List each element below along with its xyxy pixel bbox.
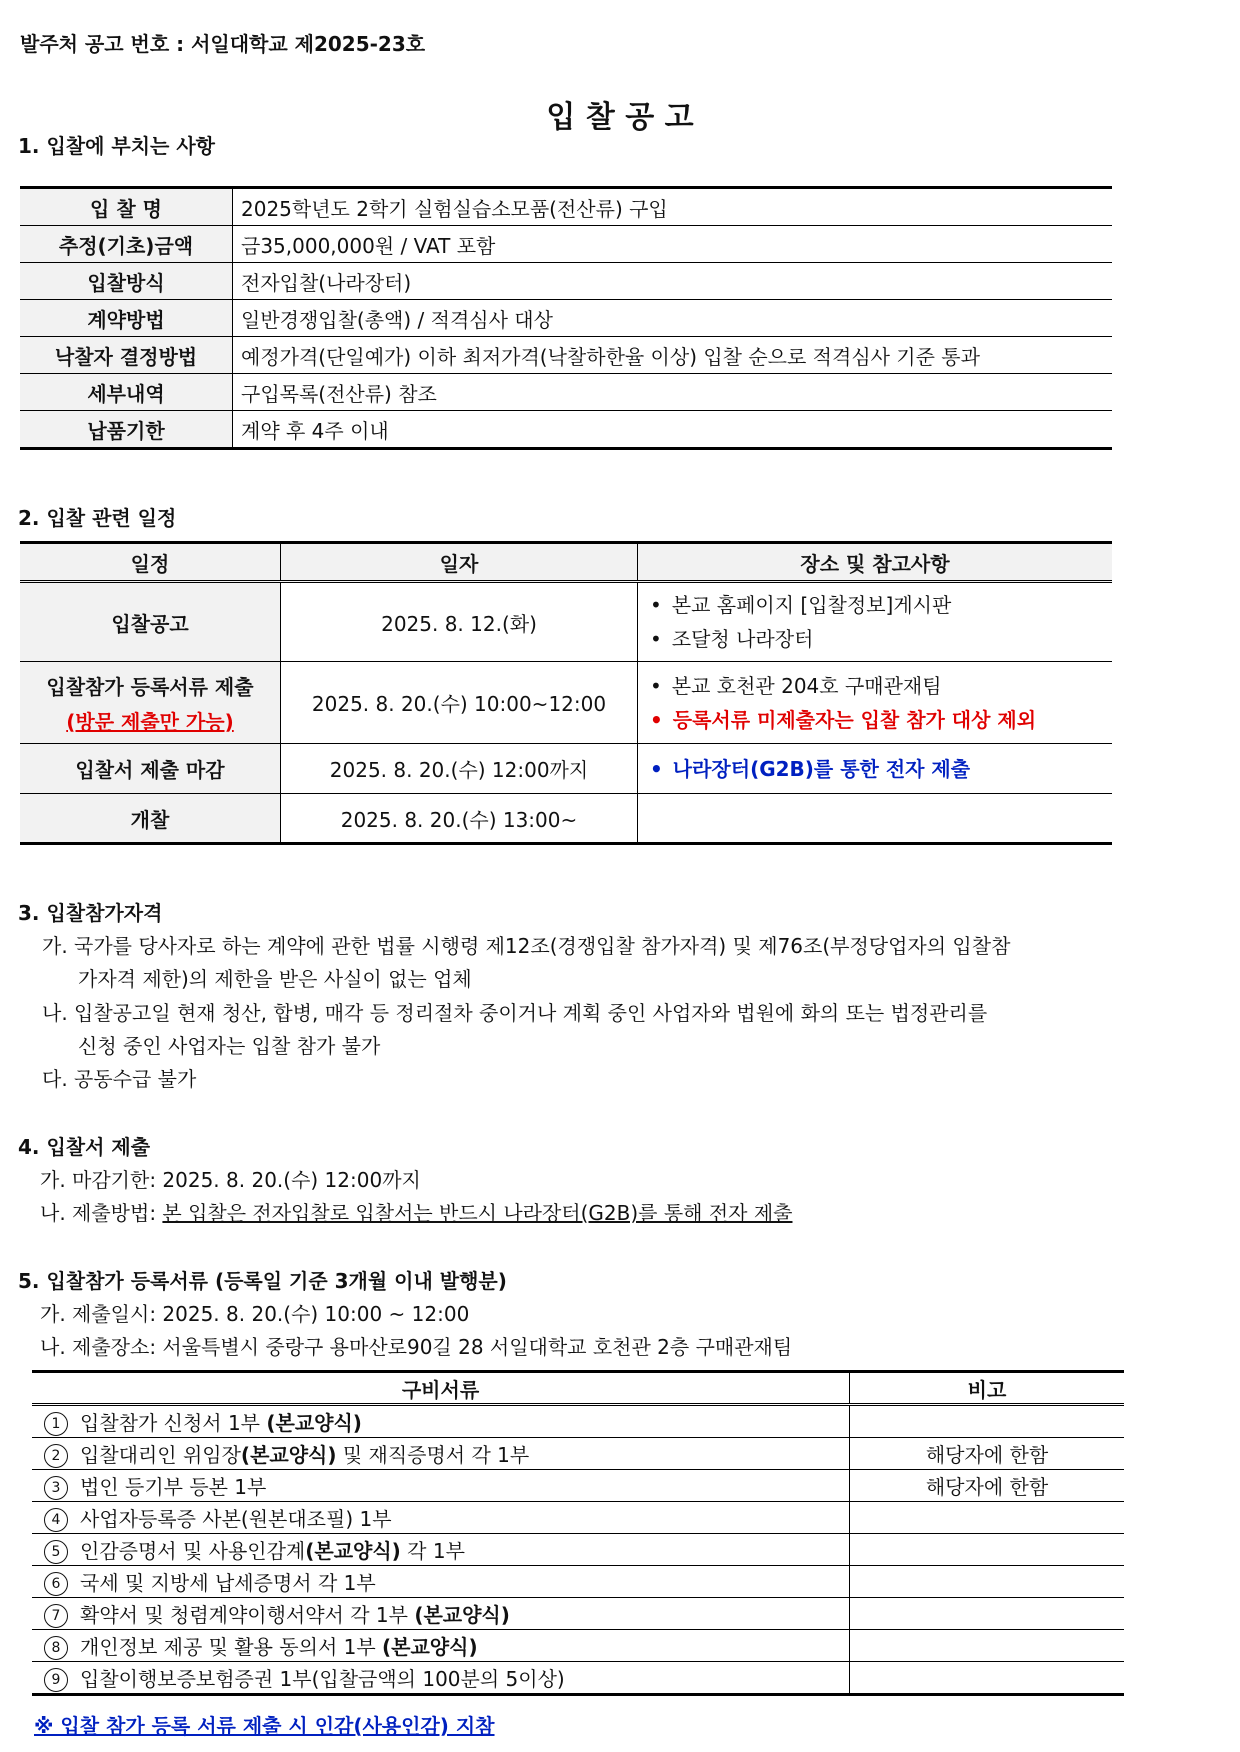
table-row (32, 1598, 1124, 1630)
document-note (850, 1534, 1125, 1566)
schedule-label: 입찰서 제출 마감 (20, 744, 281, 794)
document-item (32, 1598, 850, 1630)
item-number: 3 (44, 1476, 68, 1500)
note-item-electronic: • 나라장터(G2B)를 통한 전자 제출 (650, 752, 1106, 786)
bid-info-table (20, 186, 1112, 450)
submission-method-text: 본 입찰은 전자입찰로 입찰서는 반드시 나라장터(G2B)를 통해 전자 제출 (162, 1201, 793, 1225)
document-text-after: 각 1부 (400, 1538, 465, 1563)
item-number: 2 (44, 1444, 68, 1468)
table-row (20, 374, 1112, 411)
document-text-after: 및 재직증명서 각 1부 (336, 1442, 530, 1467)
table-row (32, 1438, 1124, 1470)
document-form-tag: (본교양식) (414, 1602, 510, 1627)
required-documents-table (32, 1370, 1124, 1696)
submission-method (40, 1197, 792, 1226)
submission-time: 가. 제출일시: 2025. 8. 20.(수) 10:00 ~ 12:00 (40, 1302, 470, 1326)
column-header: 구비서류 (32, 1372, 850, 1405)
row-value: 전자입찰(나라장터) (233, 263, 1113, 300)
document-note: 해당자에 한함 (850, 1438, 1125, 1470)
item-number: 9 (44, 1668, 68, 1692)
document-note (850, 1405, 1125, 1438)
note-item: • 본교 홈페이지 [입찰정보]게시판 (650, 588, 1106, 622)
document-text: 입찰참가 신청서 1부 (80, 1410, 267, 1435)
row-value: 구입목록(전산류) 참조 (233, 374, 1113, 411)
note-item: • 조달청 나라장터 (650, 622, 1106, 656)
document-note (850, 1662, 1125, 1695)
section4-heading: 4. 입찰서 제출 (18, 1135, 151, 1159)
document-text: 법인 등기부 등본 1부 (80, 1474, 267, 1499)
document-text: 입찰이행보증보험증권 1부(입찰금액의 100분의 5이상) (80, 1666, 565, 1691)
document-note (850, 1630, 1125, 1662)
schedule-notes (638, 582, 1113, 662)
section1-heading: 1. 입찰에 부치는 사항 (18, 134, 215, 158)
item-number: 5 (44, 1540, 68, 1564)
schedule-date: 2025. 8. 20.(수) 10:00~12:00 (281, 662, 638, 744)
row-value: 계약 후 4주 이내 (233, 411, 1113, 449)
document-form-tag: (본교양식) (305, 1538, 401, 1563)
row-value: 금35,000,000원 / VAT 포함 (233, 226, 1113, 263)
item-number: 6 (44, 1572, 68, 1596)
table-row (20, 300, 1112, 337)
submission-method-label: 나. 제출방법: (40, 1201, 163, 1225)
item-number: 8 (44, 1636, 68, 1660)
document-item (32, 1405, 850, 1438)
table-row (32, 1662, 1124, 1695)
row-label: 추정(기초)금액 (20, 226, 233, 263)
table-row (32, 1470, 1124, 1502)
table-row (20, 337, 1112, 374)
submission-place: 나. 제출장소: 서울특별시 중랑구 용마산로90길 28 서일대학교 호천관 2층 구매관재팀 (40, 1335, 793, 1359)
row-label: 입찰방식 (20, 263, 233, 300)
seal-footnote: ※ 입찰 참가 등록 서류 제출 시 인감(사용인감) 지참 (34, 1714, 495, 1738)
schedule-label: 입찰공고 (20, 582, 281, 662)
table-header-row (32, 1372, 1124, 1405)
schedule-notes (638, 794, 1113, 844)
table-row (20, 188, 1112, 226)
document-note: 해당자에 한함 (850, 1470, 1125, 1502)
schedule-date: 2025. 8. 20.(수) 12:00까지 (281, 744, 638, 794)
qualification-item-line: 다. 공동수급 불가 (42, 1067, 197, 1091)
row-value: 2025학년도 2학기 실험실습소모품(전산류) 구입 (233, 188, 1113, 226)
row-label: 입 찰 명 (20, 188, 233, 226)
qualification-item-line: 나. 입찰공고일 현재 청산, 합병, 매각 등 정리절차 중이거나 계획 중인 사업자와 법원에 화의 또는 법정관리를 (42, 1001, 988, 1025)
qualification-item-line: 가. 국가를 당사자로 하는 계약에 관한 법률 시행령 제12조(경쟁입찰 참가자격) 및 제76조(부정당업자의 입찰참 (42, 934, 1011, 958)
table-row (20, 744, 1112, 794)
item-number: 4 (44, 1508, 68, 1532)
item-number: 7 (44, 1604, 68, 1628)
schedule-notes (638, 662, 1113, 744)
notice-number: 발주처 공고 번호 : 서일대학교 제2025-23호 (20, 32, 426, 56)
document-title: 입 찰 공 고 (546, 100, 694, 135)
document-text: 개인정보 제공 및 활용 동의서 1부 (80, 1634, 383, 1659)
schedule-date: 2025. 8. 12.(화) (281, 582, 638, 662)
table-row (20, 263, 1112, 300)
qualification-item-line: 가자격 제한)의 제한을 받은 사실이 없는 업체 (78, 967, 472, 991)
document-item (32, 1438, 850, 1470)
note-item-warning: • 등록서류 미제출자는 입찰 참가 대상 제외 (650, 703, 1106, 737)
table-row (20, 582, 1112, 662)
row-value: 예정가격(단일예가) 이하 최저가격(낙찰하한율 이상) 입찰 순으로 적격심사 기준 통과 (233, 337, 1113, 374)
schedule-notes (638, 744, 1113, 794)
row-label: 세부내역 (20, 374, 233, 411)
document-form-tag: (본교양식) (266, 1410, 362, 1435)
document-note (850, 1566, 1125, 1598)
document-item (32, 1502, 850, 1534)
table-row (20, 226, 1112, 263)
table-row (32, 1405, 1124, 1438)
table-row (32, 1502, 1124, 1534)
row-label: 납품기한 (20, 411, 233, 449)
schedule-label: 개찰 (20, 794, 281, 844)
document-item (32, 1566, 850, 1598)
document-text: 입찰대리인 위임장 (80, 1442, 241, 1467)
column-header: 일정 (20, 543, 281, 582)
document-item (32, 1630, 850, 1662)
document-form-tag: (본교양식) (382, 1634, 478, 1659)
column-header: 비고 (850, 1372, 1125, 1405)
document-note (850, 1598, 1125, 1630)
note-item: • 본교 호천관 204호 구매관재팀 (650, 669, 1106, 703)
document-text: 인감증명서 및 사용인감계 (80, 1538, 306, 1563)
table-row (32, 1566, 1124, 1598)
table-row (20, 411, 1112, 449)
document-text: 사업자등록증 사본(원본대조필) 1부 (80, 1506, 392, 1531)
table-header-row (20, 543, 1112, 582)
visit-only-note: (방문 제출만 가능) (66, 709, 234, 734)
document-form-tag: (본교양식) (240, 1442, 337, 1467)
table-row (32, 1630, 1124, 1662)
document-item (32, 1662, 850, 1695)
row-label: 낙찰자 결정방법 (20, 337, 233, 374)
table-row (32, 1534, 1124, 1566)
section3-heading: 3. 입찰참가자격 (18, 901, 163, 925)
schedule-label (20, 662, 281, 744)
column-header: 일자 (281, 543, 638, 582)
item-number: 1 (44, 1412, 68, 1436)
document-item (32, 1470, 850, 1502)
submission-deadline: 가. 마감기한: 2025. 8. 20.(수) 12:00까지 (40, 1168, 421, 1192)
row-value: 일반경쟁입찰(총액) / 적격심사 대상 (233, 300, 1113, 337)
schedule-date: 2025. 8. 20.(수) 13:00~ (281, 794, 638, 844)
qualification-item-line: 신청 중인 사업자는 입찰 참가 불가 (78, 1034, 381, 1058)
document-item (32, 1534, 850, 1566)
document-text: 국세 및 지방세 납세증명서 각 1부 (80, 1570, 376, 1595)
column-header: 장소 및 참고사항 (638, 543, 1113, 582)
document-text: 확약서 및 청렴계약이행서약서 각 1부 (80, 1602, 415, 1627)
table-row (20, 662, 1112, 744)
section5-heading: 5. 입찰참가 등록서류 (등록일 기준 3개월 이내 발행분) (18, 1269, 507, 1293)
section2-heading: 2. 입찰 관련 일정 (18, 506, 177, 530)
document-note (850, 1502, 1125, 1534)
schedule-label-text: 입찰참가 등록서류 제출 (46, 674, 254, 699)
schedule-table (20, 541, 1112, 845)
table-row (20, 794, 1112, 844)
row-label: 계약방법 (20, 300, 233, 337)
